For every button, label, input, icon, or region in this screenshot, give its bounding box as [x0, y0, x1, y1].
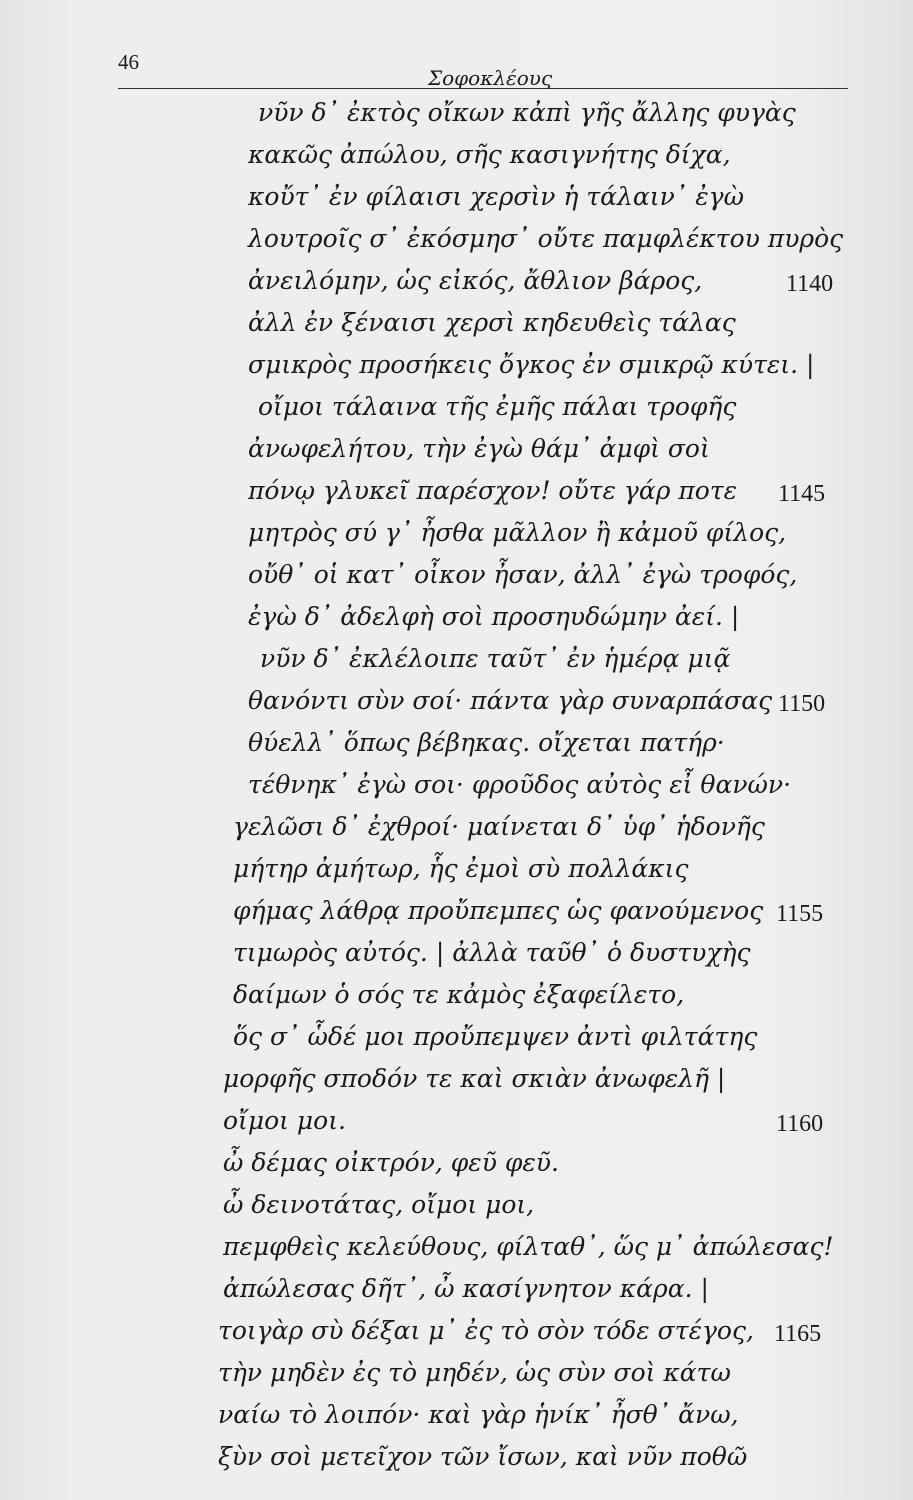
- verse-line: ἀλλ ἐν ξέναισι χερσὶ κηδευθεὶς τάλας: [248, 308, 736, 337]
- verse-line: θύελλ᾽ ὅπως βέβηκας. οἴχεται πατήρ·: [248, 728, 725, 757]
- verse-line: λουτροῖς σ᾽ ἐκόσμησ᾽ οὔτε παμφλέκτου πυρὸς: [248, 224, 844, 253]
- verse-line: τοιγὰρ σὺ δέξαι μ᾽ ἐς τὸ σὸν τόδε στέγος,: [218, 1316, 754, 1345]
- verse-line: ὦ δέμας οἰκτρόν, φεῦ φεῦ.: [223, 1148, 559, 1177]
- verse-line: μορφῆς σποδόν τε καὶ σκιὰν ἀνωφελῆ |: [223, 1064, 726, 1093]
- verse-line: πόνῳ γλυκεῖ παρέσχον! οὔτε γάρ ποτε: [248, 476, 738, 505]
- verse-line: νῦν δ᾽ ἐκτὸς οἴκων κἀπὶ γῆς ἄλλης φυγὰς: [258, 98, 796, 127]
- verse-line: οἴμοι τάλαινα τῆς ἐμῆς πάλαι τροφῆς: [258, 392, 737, 421]
- verse-line: τὴν μηδὲν ἐς τὸ μηδέν, ὡς σὺν σοὶ κάτω: [218, 1358, 731, 1387]
- verse-line: ναίω τὸ λοιπόν· καὶ γὰρ ἡνίκ᾽ ἦσθ᾽ ἄνω,: [218, 1400, 739, 1429]
- verse-line: κακῶς ἀπώλου, σῆς κασιγνήτης δίχα,: [248, 140, 731, 169]
- verse-line: ἀπώλεσας δῆτ᾽, ὦ κασίγνητον κάρα. |: [223, 1274, 709, 1303]
- verse-line: ὦ δεινοτάτας, οἴμοι μοι,: [223, 1190, 535, 1219]
- verse-line: ὅς σ᾽ ὧδέ μοι προὔπεμψεν ἀντὶ φιλτάτης: [233, 1022, 758, 1051]
- verse-line: φήμας λάθρᾳ προὔπεμπες ὡς φανούμενος: [233, 896, 764, 925]
- verse-line: τέθνηκ᾽ ἐγὼ σοι· φροῦδος αὐτὸς εἶ θανών·: [248, 770, 792, 799]
- verse-line: ἀνειλόμην, ὡς εἰκός, ἄθλιον βάρος,: [248, 266, 703, 295]
- running-head: Σοφοκλέους: [428, 66, 553, 90]
- verse-line: τιμωρὸς αὐτός. | ἀλλὰ ταῦθ᾽ ὁ δυστυχὴς: [233, 938, 751, 967]
- verse-line: νῦν δ᾽ ἐκλέλοιπε ταῦτ᾽ ἐν ἡμέρᾳ μιᾷ: [260, 644, 731, 673]
- verse-line: γελῶσι δ᾽ ἐχθροί· μαίνεται δ᾽ ὑφ᾽ ἡδονῆς: [233, 812, 765, 841]
- verse-line: σμικρὸς προσήκεις ὄγκος ἐν σμικρῷ κύτει. |: [248, 350, 815, 379]
- verse-line: ἐγὼ δ᾽ ἀδελφὴ σοὶ προσηυδώμην ἀεί. |: [248, 602, 740, 631]
- page-number: 46: [118, 50, 139, 74]
- verse-line: ξὺν σοὶ μετεῖχον τῶν ἴσων, καὶ νῦν ποθῶ: [218, 1442, 748, 1471]
- verse-line: πεμφθεὶς κελεύθους, φίλταθ᾽, ὥς μ᾽ ἀπώλεσας!: [223, 1232, 834, 1261]
- verse-line: μητρὸς σύ γ᾽ ἦσθα μᾶλλον ἢ κἀμοῦ φίλος,: [248, 518, 787, 547]
- line-number: 1165: [774, 1321, 822, 1347]
- line-number: 1155: [776, 901, 824, 927]
- verse-line: ἀνωφελήτου, τὴν ἐγὼ θάμ᾽ ἀμφὶ σοὶ: [248, 434, 710, 463]
- verse-line: οἴμοι μοι.: [223, 1106, 346, 1135]
- verse-line: οὔθ᾽ οἱ κατ᾽ οἶκον ἦσαν, ἀλλ᾽ ἐγὼ τροφός,: [248, 560, 798, 589]
- verse-line: μήτηρ ἀμήτωρ, ἧς ἐμοὶ σὺ πολλάκις: [233, 854, 689, 883]
- line-number: 1150: [778, 691, 826, 717]
- verse-line: θανόντι σὺν σοί· πάντα γὰρ συναρπάσας: [248, 686, 773, 715]
- line-number: 1160: [776, 1111, 824, 1137]
- verse-line: κοὔτ᾽ ἐν φίλαισι χερσὶν ἡ τάλαιν᾽ ἐγὼ: [248, 182, 744, 211]
- line-number: 1140: [786, 271, 834, 297]
- verse-line: δαίμων ὁ σός τε κἀμὸς ἐξαφείλετο,: [233, 980, 685, 1009]
- line-number: 1145: [778, 481, 826, 507]
- page-header: [118, 48, 848, 89]
